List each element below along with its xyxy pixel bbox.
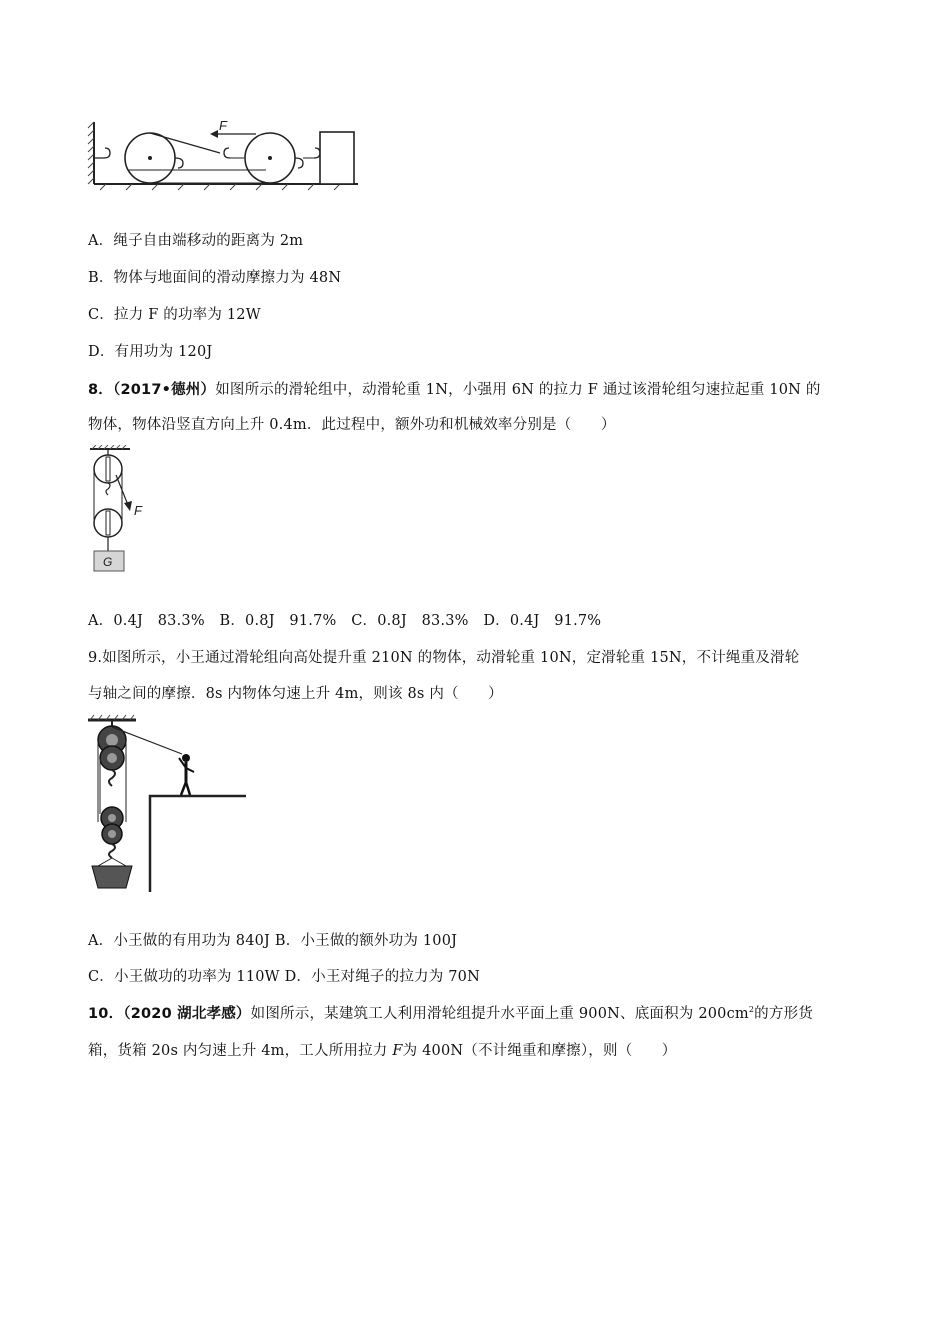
q7-force-label: F — [219, 118, 227, 133]
q10-text-2a: 箱，货箱 20s 内匀速上升 4m，工人所用拉力 — [88, 1043, 393, 1059]
q10-force-symbol: F — [392, 1043, 403, 1059]
q10-text-1b: 的方形货 — [754, 1006, 813, 1022]
q7-pulley-figure — [86, 116, 366, 192]
q10-text-2b: 为 400N（不计绳重和摩擦），则（ ） — [402, 1043, 677, 1059]
q7-option-a: A．绳子自由端移动的距离为 2m — [88, 233, 304, 249]
q7-option-d: D．有用功为 120J — [88, 344, 213, 360]
q9-options-row1: A．小王做的有用功为 840J B．小王做的额外功为 100J — [88, 933, 458, 949]
q9-stem-line2: 与轴之间的摩擦．8s 内物体匀速上升 4m，则该 8s 内（ ） — [88, 686, 503, 702]
q10-number: 10． — [88, 1006, 124, 1022]
q8-stem-line2: 物体，物体沿竖直方向上升 0.4m．此过程中，额外功和机械效率分别是（ ） — [88, 417, 616, 433]
q8-weight-label: G — [103, 555, 113, 569]
q8-force-label: F — [134, 503, 142, 518]
q7-option-c: C．拉力 F 的功率为 12W — [88, 307, 261, 323]
q10-stem-line1 — [88, 1002, 813, 1023]
q8-source: （2017•德州） — [113, 382, 216, 398]
q7-option-b: B．物体与地面间的滑动摩擦力为 48N — [88, 270, 342, 286]
q8-text-1: 如图所示的滑轮组中，动滑轮重 1N，小强用 6N 的拉力 F 通过该滑轮组匀速拉起重 10N 的 — [215, 382, 821, 398]
q8-number: 8． — [88, 382, 113, 398]
q10-source: （2020 湖北孝感） — [123, 1006, 251, 1022]
q8-pulley-figure — [86, 445, 156, 575]
q10-stem-line2 — [88, 1039, 677, 1060]
q10-superscript: 2 — [748, 1005, 755, 1015]
q8-options: A．0.4J 83.3% B．0.8J 91.7% C．0.8J 83.3% D．0.4J 91.7% — [88, 613, 602, 629]
q9-options-row2: C．小王做功的功率为 110W D．小王对绳子的拉力为 70N — [88, 969, 480, 985]
q9-pulley-figure — [86, 714, 251, 896]
q10-text-1a: 如图所示，某建筑工人利用滑轮组提升水平面上重 900N、底面积为 200cm — [250, 1006, 749, 1022]
q9-stem-line1: 9.如图所示，小王通过滑轮组向高处提升重 210N 的物体，动滑轮重 10N，定滑轮重 15N，不计绳重及滑轮 — [88, 650, 800, 666]
q8-stem-line1 — [88, 378, 821, 399]
